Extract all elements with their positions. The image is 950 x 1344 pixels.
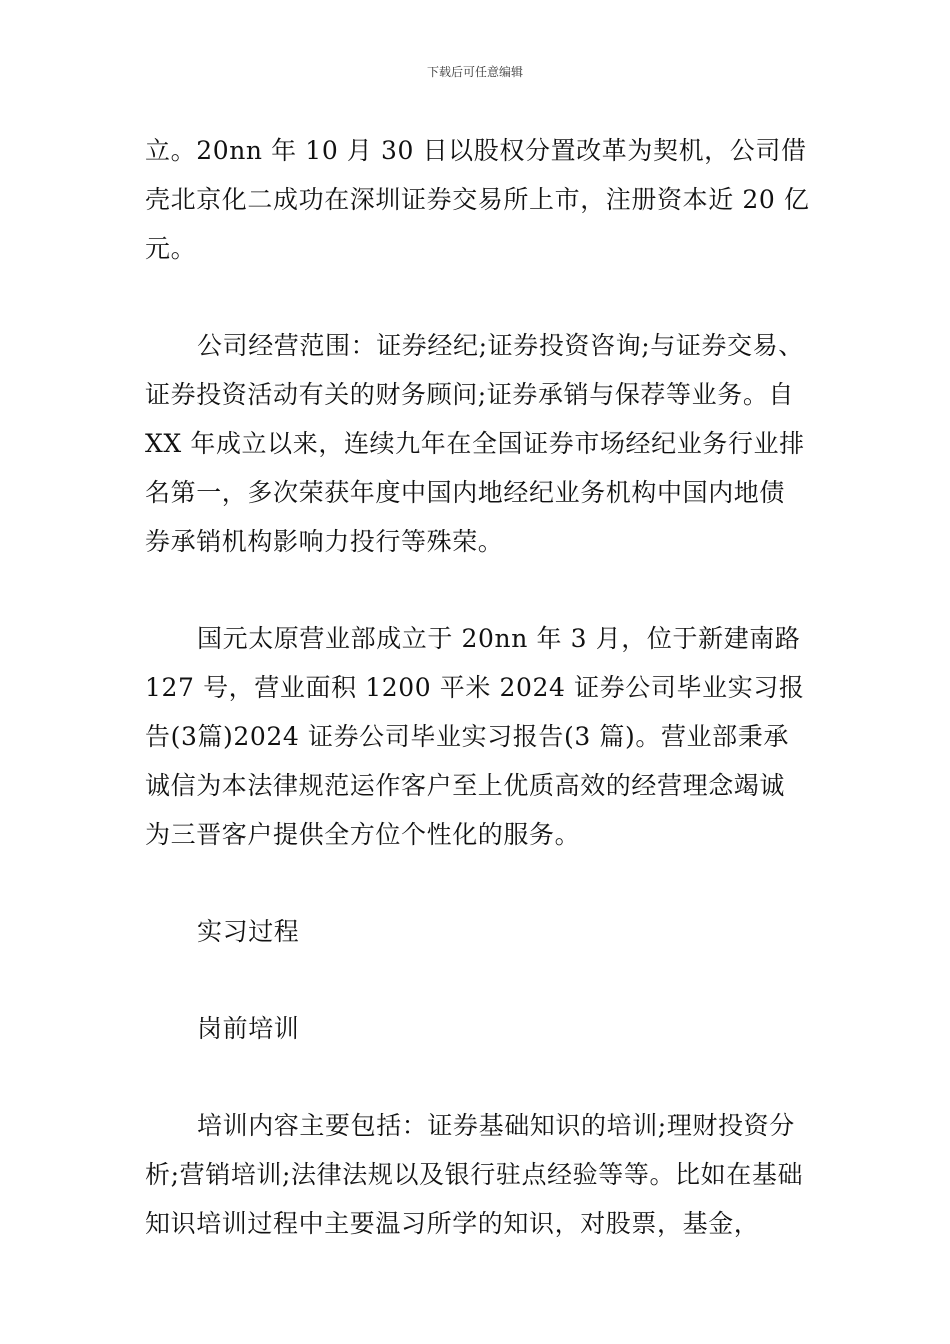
document-body xyxy=(145,126,810,1248)
paragraph-business-scope: 公司经营范围：证券经纪;证券投资咨询;与证券交易、证券投资活动有关的财务顾问;证券承销与保荐等业务。自XX 年成立以来，连续九年在全国证券市场经纪业务行业排名第一，多次荣获年度中国内地经纪业务机构中国内地债券承销机构影响力投行等殊荣。 xyxy=(145,331,805,556)
section-heading-pre-job-training: 岗前培训 xyxy=(197,1014,300,1043)
paragraph-training-content: 培训内容主要包括：证券基础知识的培训;理财投资分析;营销培训;法律法规以及银行驻点经验等等。比如在基础知识培训过程中主要温习所学的知识，对股票，基金， xyxy=(145,1111,804,1238)
paragraph-branch-intro: 国元太原营业部成立于 20nn 年 3 月，位于新建南路127 号，营业面积 1200 平米 2024 证券公司毕业实习报告(3篇)2024 证券公司毕业实习报告(3 篇)。营业部秉承诚信为本法律规范运作客户至上优质高效的经营理念竭诚为三晋客户提供全方位个性化的服务。 xyxy=(145,624,805,849)
page-header-note: 下载后可任意编辑 xyxy=(426,65,523,79)
section-heading-internship-process: 实习过程 xyxy=(197,917,300,946)
paragraph-company-listing: 立。20nn 年 10 月 30 日以股权分置改革为契机，公司借壳北京化二成功在深圳证券交易所上市，注册资本近 20 亿元。 xyxy=(145,136,810,263)
